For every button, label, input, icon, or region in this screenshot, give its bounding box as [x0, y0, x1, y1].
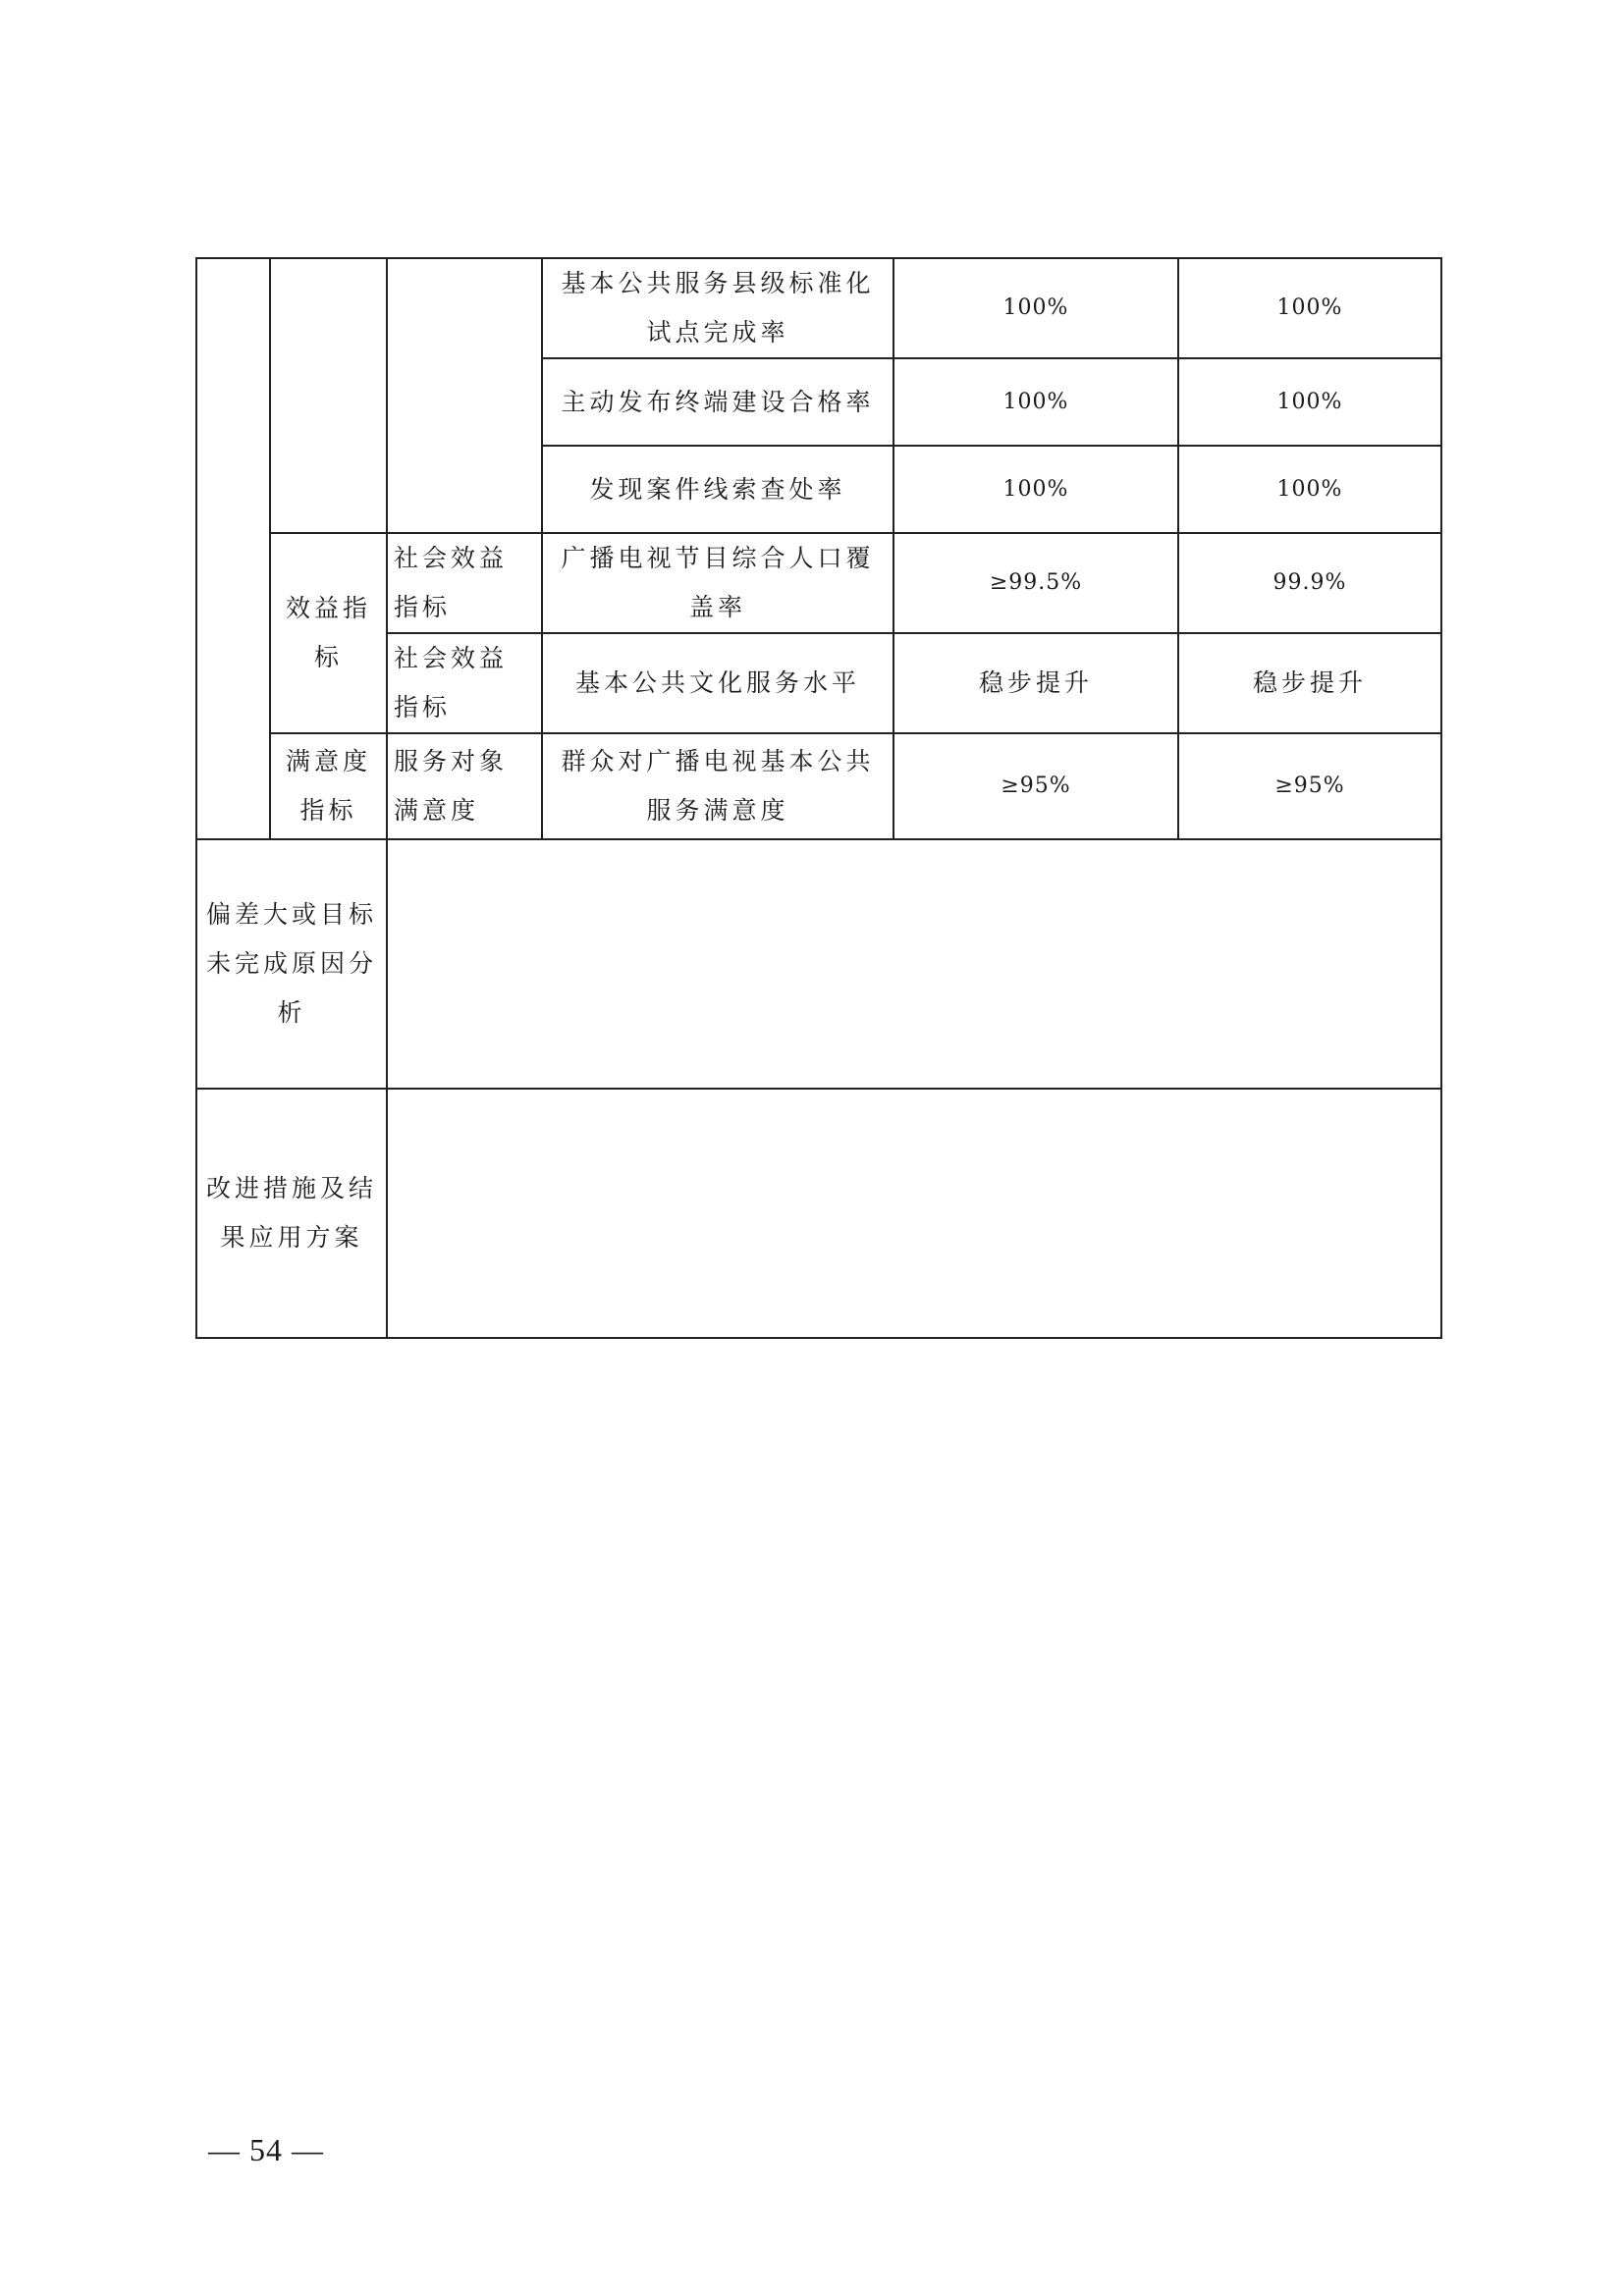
actual-cell: 100% — [1178, 258, 1441, 358]
table-row — [196, 258, 1441, 358]
table-row — [196, 533, 1441, 633]
indicator-cell: 基本公共服务县级标准化试点完成率 — [542, 258, 893, 358]
level2-cell: 社会效益指标 — [387, 633, 542, 733]
target-cell: 100% — [893, 358, 1178, 446]
actual-cell: 100% — [1178, 358, 1441, 446]
actual-cell: 稳步提升 — [1178, 633, 1441, 733]
indicator-cell: 基本公共文化服务水平 — [542, 633, 893, 733]
deviation-label: 偏差大或目标未完成原因分析 — [196, 839, 387, 1089]
table-row — [196, 733, 1441, 839]
level1-cell: 满意度指标 — [270, 733, 387, 839]
improvement-row — [196, 1089, 1441, 1338]
target-cell: 稳步提升 — [893, 633, 1178, 733]
target-cell: ≥99.5% — [893, 533, 1178, 633]
deviation-row — [196, 839, 1441, 1089]
level1-cell: 效益指标 — [270, 533, 387, 733]
level1-cell — [270, 258, 387, 533]
actual-cell: 99.9% — [1178, 533, 1441, 633]
indicator-cell: 发现案件线索查处率 — [542, 446, 893, 533]
improvement-content — [387, 1089, 1441, 1338]
target-cell: ≥95% — [893, 733, 1178, 839]
category-cell — [196, 258, 270, 839]
level2-cell: 服务对象满意度 — [387, 733, 542, 839]
indicator-cell: 群众对广播电视基本公共服务满意度 — [542, 733, 893, 839]
performance-table — [195, 257, 1442, 1339]
actual-cell: 100% — [1178, 446, 1441, 533]
target-cell: 100% — [893, 446, 1178, 533]
level2-cell — [387, 258, 542, 533]
level2-cell: 社会效益指标 — [387, 533, 542, 633]
improvement-label: 改进措施及结果应用方案 — [196, 1089, 387, 1338]
indicator-cell: 广播电视节目综合人口覆盖率 — [542, 533, 893, 633]
indicator-cell: 主动发布终端建设合格率 — [542, 358, 893, 446]
deviation-content — [387, 839, 1441, 1089]
target-cell: 100% — [893, 258, 1178, 358]
page-number: — 54 — — [208, 2132, 324, 2167]
actual-cell: ≥95% — [1178, 733, 1441, 839]
